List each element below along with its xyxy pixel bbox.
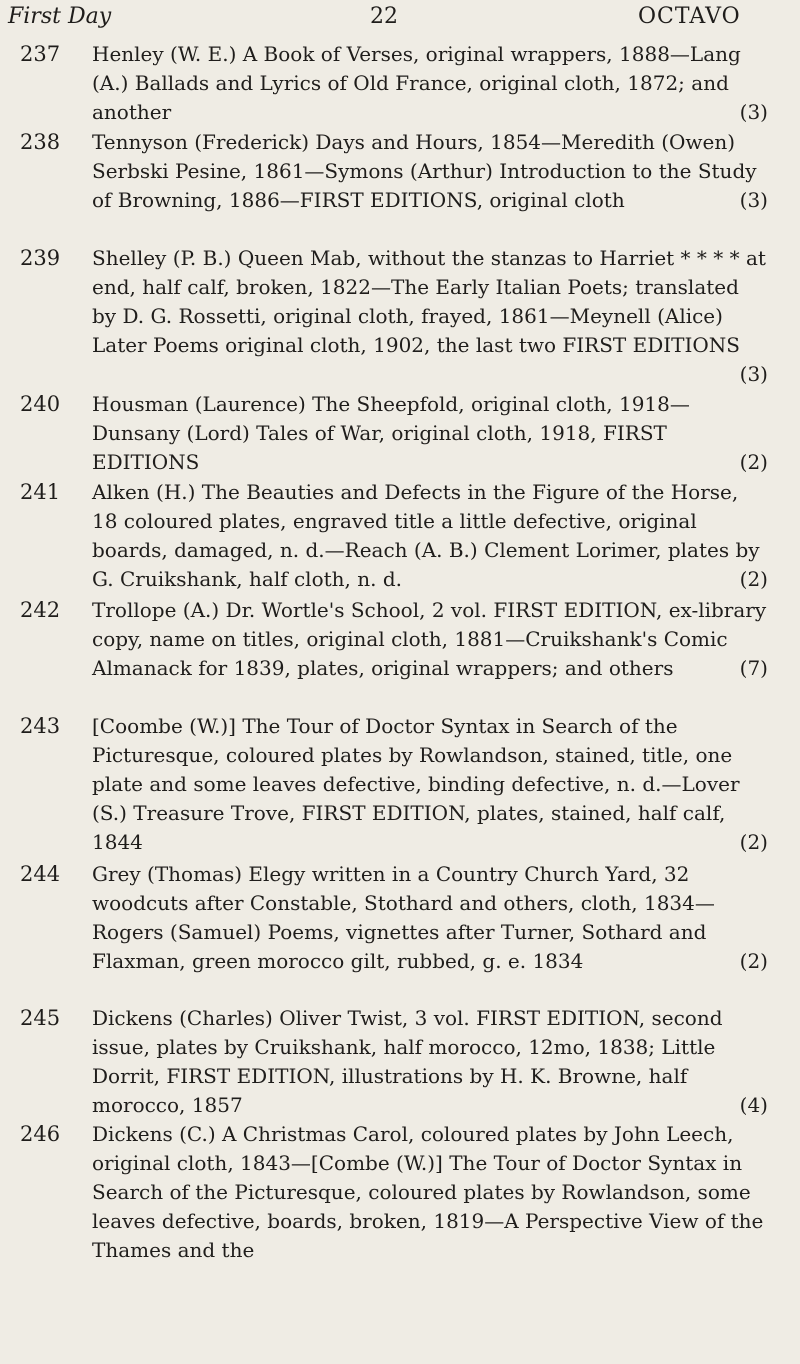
lot-text: Trollope (A.) Dr. Wortle's School, 2 vol. FIRST EDITION, ex-library copy, name on titles, original cloth, 1881—Cruikshank's Comic Almanack for 1839, plates, original wrappers; and others xyxy=(92,598,767,680)
lot-description xyxy=(92,1004,768,1120)
lot-text: Housman (Laurence) The Sheepfold, original cloth, 1918—Dunsany (Lord) Tales of War, original cloth, 1918, FIRST EDITIONS xyxy=(92,392,690,474)
lot-quantity: (3) xyxy=(739,188,768,212)
lot-number: 243 xyxy=(20,714,61,738)
lot-number: 244 xyxy=(20,862,61,886)
lot-description xyxy=(92,712,768,857)
lot-description xyxy=(92,244,768,389)
lot-description xyxy=(92,478,768,594)
lot-description xyxy=(92,860,768,976)
lot-number: 246 xyxy=(20,1122,61,1146)
lot-description xyxy=(92,128,768,215)
lot-quantity: (2) xyxy=(739,830,768,854)
lot-text: [Coombe (W.)] The Tour of Doctor Syntax in Search of the Picturesque, coloured plates by Rowlandson, stained, title, one plate and some leaves defective, binding defective, n. d.—Lover (S.) Treasure Trove, FIRST EDITION, plates, stained, half calf, 1844 xyxy=(92,714,740,854)
lot-quantity: (3) xyxy=(739,100,768,124)
section-label: OCTAVO xyxy=(638,4,741,29)
lot-number: 241 xyxy=(20,480,61,504)
lot-quantity: (7) xyxy=(739,656,768,680)
lot-description xyxy=(92,1120,768,1265)
lot-description xyxy=(92,40,768,127)
lot-quantity: (2) xyxy=(739,567,768,591)
lot-quantity: (3) xyxy=(739,362,768,386)
page-number: 22 xyxy=(370,4,398,29)
lot-quantity: (2) xyxy=(739,450,768,474)
lot-text: Henley (W. E.) A Book of Verses, original wrappers, 1888—Lang (A.) Ballads and Lyrics of Old France, original cloth, 1872; and another xyxy=(92,42,741,124)
lot-text: Dickens (Charles) Oliver Twist, 3 vol. FIRST EDITION, second issue, plates by Cruikshank, half morocco, 12mo, 1838; Little Dorrit, FIRST EDITION, illustrations by H. K. Browne, half morocco, 1857 xyxy=(92,1006,723,1117)
lot-quantity: (2) xyxy=(739,949,768,973)
lot-text: Grey (Thomas) Elegy written in a Country Church Yard, 32 woodcuts after Constable, Stothard and others, cloth, 1834—Rogers (Samuel) Poems, vignettes after Turner, Sothard and Flaxman, green morocco gilt, rubbed, g. e. 1834 xyxy=(92,862,715,973)
lot-description xyxy=(92,596,768,683)
lot-text: Alken (H.) The Beauties and Defects in the Figure of the Horse, 18 coloured plates, engraved title a little defective, original boards, damaged, n. d.—Reach (A. B.) Clement Lorimer, plates by G. Cruikshank, half cloth, n. d. xyxy=(92,480,760,591)
lot-number: 239 xyxy=(20,246,61,270)
lot-number: 238 xyxy=(20,130,61,154)
lot-description xyxy=(92,390,768,477)
running-header xyxy=(0,0,800,40)
lot-text: Shelley (P. B.) Queen Mab, without the stanzas to Harriet * * * * at end, half calf, broken, 1822—The Early Italian Poets; translated by D. G. Rossetti, original cloth, frayed, 1861—Meynell (Alice) Later Poems original cloth, 1902, the last two FIRST EDITIONS xyxy=(92,246,766,357)
lot-number: 242 xyxy=(20,598,61,622)
lot-text: Dickens (C.) A Christmas Carol, coloured plates by John Leech, original cloth, 1843—[Combe (W.)] The Tour of Doctor Syntax in Search of the Picturesque, coloured plates by Rowlandson, some leaves defective, boards, broken, 1819—A Perspective View of the Thames and the xyxy=(92,1122,764,1262)
lot-text: Tennyson (Frederick) Days and Hours, 1854—Meredith (Owen) Serbski Pesine, 1861—Symons (Arthur) Introduction to the Study of Browning, 1886—FIRST EDITIONS, original cloth xyxy=(92,130,757,212)
lot-number: 245 xyxy=(20,1006,61,1030)
lot-number: 237 xyxy=(20,42,61,66)
day-label: First Day xyxy=(8,4,112,29)
lot-quantity: (4) xyxy=(739,1093,768,1117)
lot-number: 240 xyxy=(20,392,61,416)
